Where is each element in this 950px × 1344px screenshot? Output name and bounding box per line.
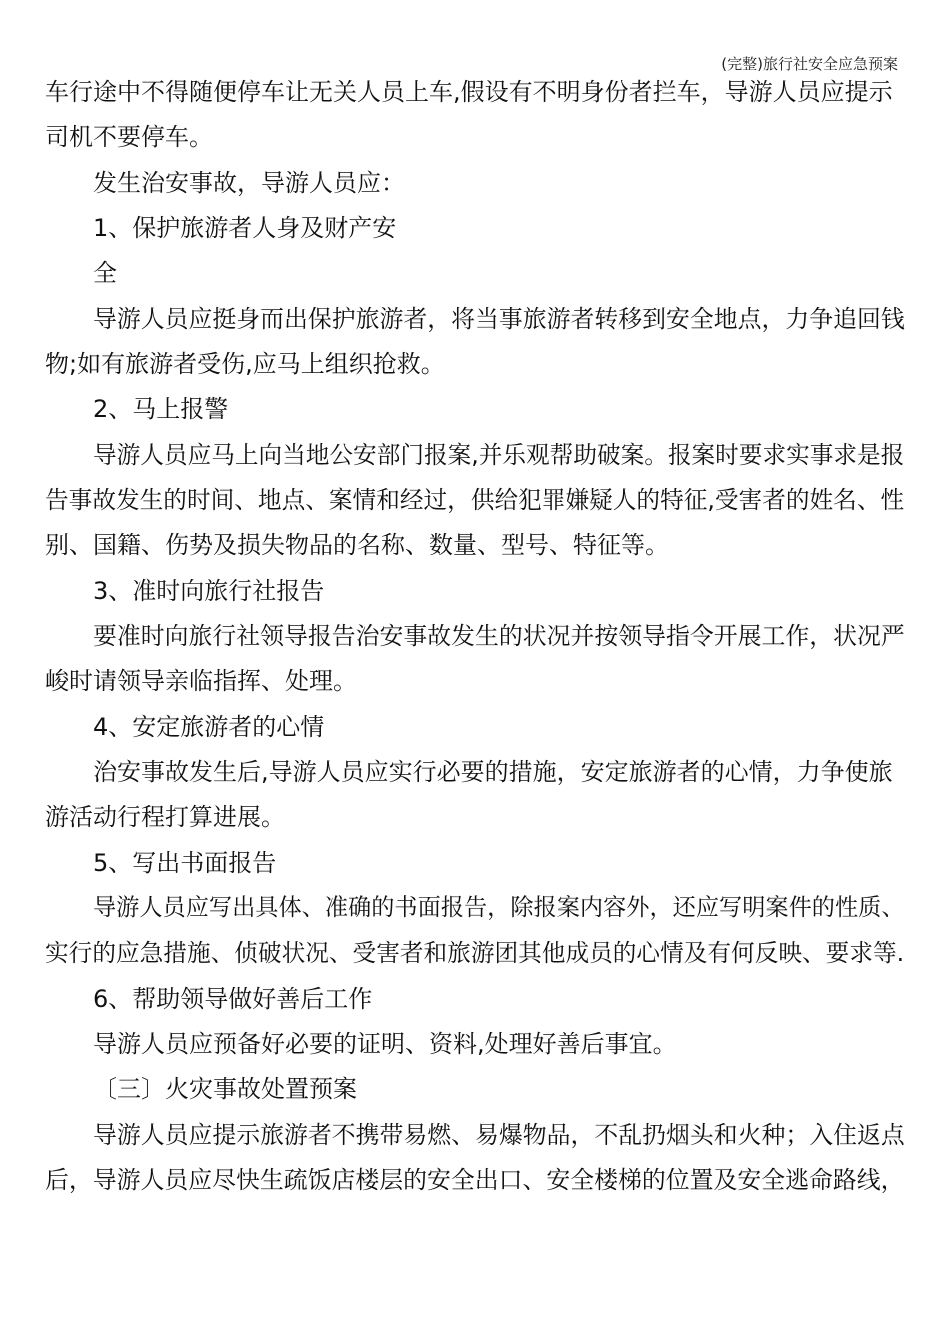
- paragraph-line: 导游人员应写出具体、准确的书面报告，除报案内容外，还应写明案件的性质、: [93, 894, 905, 921]
- paragraph-line: 发生治安事故，导游人员应：: [93, 169, 405, 197]
- paragraph-line: 导游人员应提示旅游者不携带易燃、易爆物品，不乱扔烟头和火种；入住返点: [93, 1121, 905, 1149]
- section-heading: 5、写出书面报告: [93, 849, 277, 877]
- paragraph-line: 司机不要停车。: [45, 123, 213, 151]
- section-heading: 2、马上报警: [93, 395, 229, 423]
- section-heading: 4、安定旅游者的心情: [93, 713, 325, 741]
- paragraph-line: 导游人员应马上向当地公安部门报案,并乐观帮助破案。报案时要求实事求是报: [93, 441, 905, 469]
- paragraph-line: 别、国籍、伤势及损失物品的名称、数量、型号、特征等。: [45, 531, 669, 559]
- paragraph-line: 游活动行程打算进展。: [45, 803, 285, 831]
- section-heading: 1、保护旅游者人身及财产安: [93, 214, 397, 242]
- paragraph-line: 车行途中不得随便停车让无关人员上车,假设有不明身份者拦车，导游人员应提示: [45, 78, 893, 106]
- section-heading: 〔三〕火灾事故处置预案: [93, 1075, 357, 1103]
- section-heading: 6、帮助领导做好善后工作: [93, 985, 373, 1013]
- paragraph-line: 物;如有旅游者受伤,应马上组织抢救。: [45, 350, 445, 378]
- paragraph-line: 要准时向旅行社领导报告治安事故发生的状况并按领导指令开展工作，状况严: [93, 622, 905, 650]
- paragraph-line: 后，导游人员应尽快生疏饭店楼层的安全出口、安全楼梯的位置及安全逃命路线，: [45, 1166, 905, 1194]
- paragraph-line: 实行的应急措施、侦破状况、受害者和旅游团其他成员的心情及有何反映、要求等.: [45, 939, 905, 967]
- paragraph-line: 告事故发生的时间、地点、案情和经过，供给犯罪嫌疑人的特征,受害者的姓名、性: [45, 486, 905, 514]
- running-header: (完整)旅行社安全应急预案: [721, 55, 898, 73]
- paragraph-line: 导游人员应预备好必要的证明、资料,处理好善后事宜。: [93, 1030, 677, 1058]
- paragraph-line: 峻时请领导亲临指挥、处理。: [45, 667, 357, 695]
- section-heading: 3、准时向旅行社报告: [93, 577, 325, 605]
- paragraph-line: 治安事故发生后,导游人员应实行必要的措施，安定旅游者的心情，力争使旅: [93, 758, 893, 786]
- paragraph-line: 导游人员应挺身而出保护旅游者，将当事旅游者转移到安全地点，力争追回钱: [93, 305, 905, 333]
- section-heading: 全: [93, 259, 117, 287]
